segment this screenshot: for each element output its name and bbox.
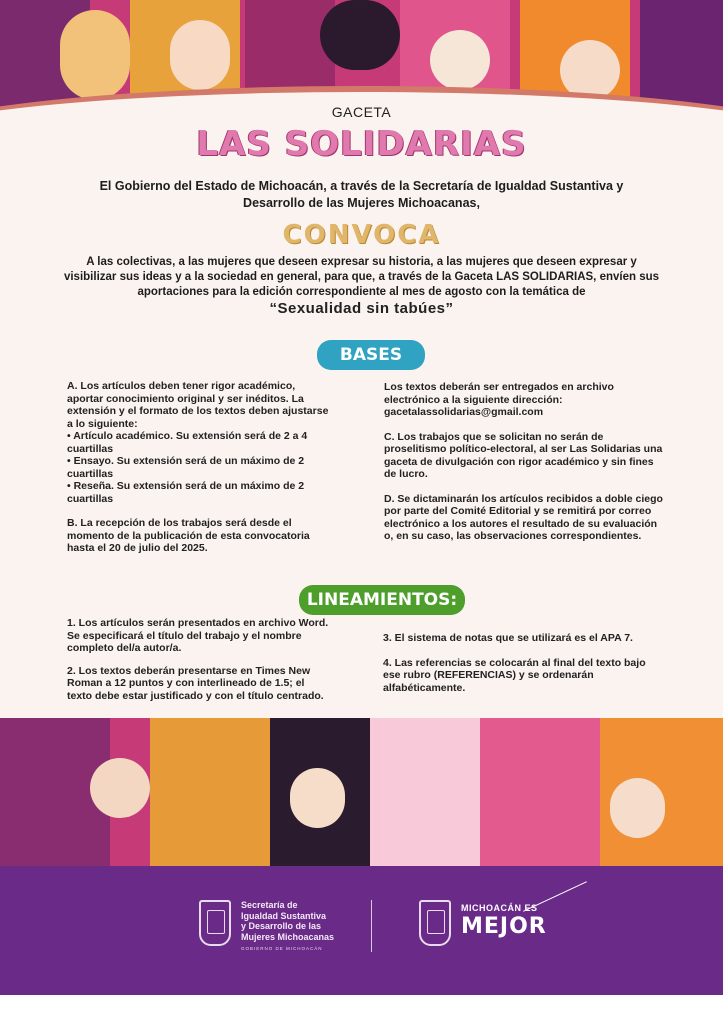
base-a-item-ensayo: • Ensayo. Su extensión será de un máximo de 2 cuartillas (67, 455, 305, 480)
base-c: C. Los trabajos que se solicitan no serán de proselitismo político-electoral, al ser Las Solidarias una gaceta de divulgación con rigor académico y sin fines de lucro. (384, 430, 663, 480)
state-emblem-icon (419, 900, 451, 946)
bottom-margin (0, 995, 723, 1024)
email-address[interactable]: gacetalassolidarias@gmail.com (384, 406, 544, 418)
bases-right-column (384, 381, 664, 543)
lineamientos-left-column (67, 617, 329, 702)
publication-title: LAS SOLIDARIAS (196, 124, 527, 164)
intro-text: El Gobierno del Estado de Michoacán, a través de la Secretaría de Igualdad Sustantiva y Desarrollo de las Mujeres Michoacanas, (99, 179, 624, 210)
michoacan-es-label: MICHOACÁN ES (461, 903, 538, 913)
lineamiento-1: 1. Los artículos serán presentados en archivo Word. Se especificará el título del trabajo y el nombre completo del/a autor/a. (67, 617, 329, 654)
lineamientos-right-column (383, 632, 665, 694)
secretaria-line: Igualdad Sustantiva (241, 910, 327, 921)
gobierno-caption: GOBIERNO DE MICHOACÁN (241, 946, 323, 951)
delivery-text: Los textos deberán ser entregados en archivo electrónico a la siguiente dirección: (384, 381, 614, 406)
topic-title: “Sexualidad sin tabúes” (269, 300, 454, 317)
call-text: A las colectivas, a las mujeres que deseen expresar su historia, a las mujeres que deseen expresar y visibilizar sus ideas y a la sociedad en general, para que, a través de la Gaceta LAS SOLIDARIAS, envíen sus aportaciones para la edición correspondiente al mes de agosto con la temática de (63, 256, 660, 298)
lineamiento-2: 2. Los textos deberán presentarse en Times New Roman a 12 puntos y con interlineado de 1.5; el texto debe estar justificado y con el título centrado. (67, 664, 324, 702)
secretaria-line: y Desarrollo de las (241, 921, 322, 931)
secretaria-line: Secretaría de (241, 900, 298, 910)
base-b: B. La recepción de los trabajos será desde el momento de la publicación de esta convocatoria hasta el 20 de julio del 2025. (67, 517, 310, 554)
lineamiento-3: 3. El sistema de notas que se utilizará es el APA 7. (383, 632, 633, 644)
base-a-intro: A. Los artículos deben tener rigor académico, aportar conocimiento original y ser inéditos. La extensión y el formato de los textos deben ajustarse a lo siguiente: (67, 380, 329, 430)
secretaria-logo-text (241, 900, 361, 942)
bases-heading: BASES (317, 340, 425, 370)
footer (0, 866, 723, 995)
convoca-heading: CONVOCA (282, 220, 441, 250)
lineamiento-4: 4. Las referencias se colocarán al final del texto bajo ese rubro (REFERENCIAS) y se ordenarán alfabéticamente. (383, 656, 646, 694)
base-a-item-articulo: • Artículo académico. Su extensión será de 2 a 4 cuartillas (67, 430, 308, 455)
lineamientos-heading: LINEAMIENTOS: (299, 585, 465, 615)
illustration-band-bottom (0, 718, 723, 866)
base-a-item-resena: • Reseña. Su extensión será de un máximo de 2 cuartillas (67, 480, 305, 505)
footer-divider (371, 900, 372, 952)
state-emblem-icon (199, 900, 231, 946)
mejor-label: MEJOR (461, 914, 547, 939)
base-d: D. Se dictaminarán los artículos recibidos a doble ciego por parte del Comité Editorial y se remitirá por correo electrónico a los autores el resultado de su evaluación o, en su caso, las observaciones correspondientes. (384, 492, 663, 542)
secretaria-line: Mujeres Michoacanas (241, 931, 335, 942)
gaceta-kicker: GACETA (331, 104, 392, 120)
bases-left-column (67, 380, 329, 555)
